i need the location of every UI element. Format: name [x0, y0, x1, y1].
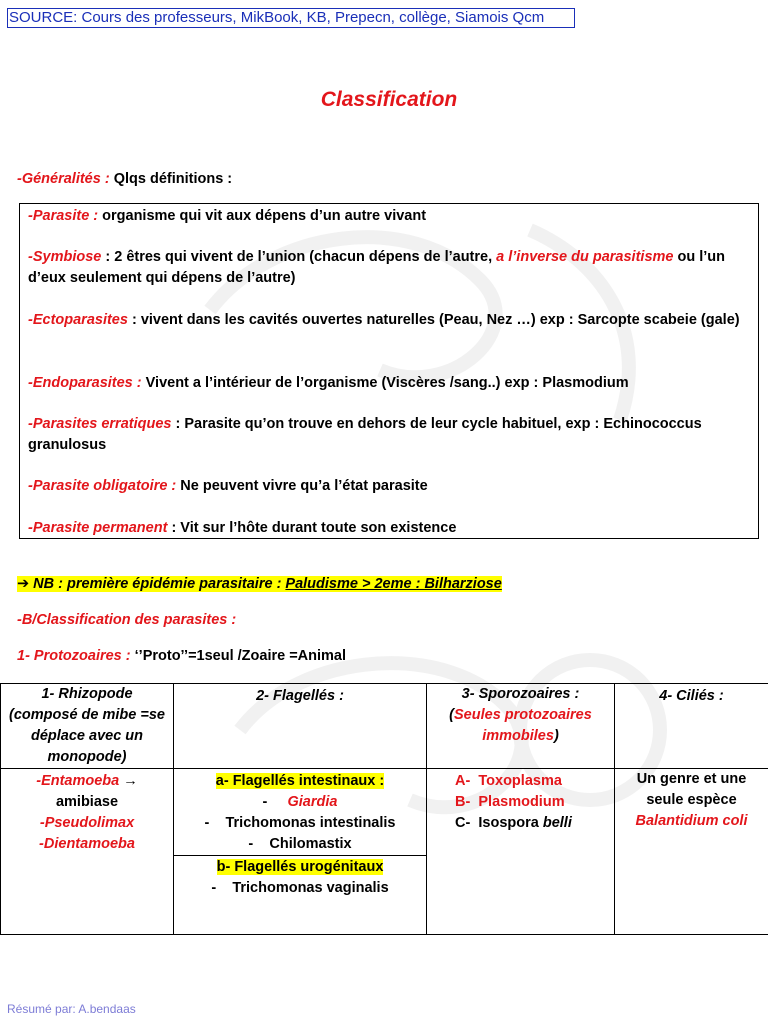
section-b-heading: -B/Classification des parasites :	[17, 612, 237, 628]
rhizopode-disease: amibiase	[55, 794, 119, 810]
cilies-text: Un genre et une seule espèce	[636, 771, 747, 808]
flagelle-name: Chilomastix	[269, 836, 352, 852]
definition-term: -Symbiose	[28, 249, 102, 265]
definition-symbiose	[28, 247, 752, 289]
cell-sporozoaires	[427, 769, 615, 935]
nb-underlined: Paludisme > 2eme : Bilharziose	[285, 576, 502, 592]
definition-permanent	[28, 518, 752, 539]
rhizopode-item: -Entamoeba	[36, 773, 120, 789]
definition-term: -Ectoparasites	[28, 312, 128, 328]
list-item: - Trichomonas vaginalis	[211, 880, 389, 896]
arrow-right-icon: →	[119, 773, 138, 789]
nb-highlight	[17, 576, 502, 592]
rhizopode-item: -Dientamoeba	[39, 836, 135, 852]
sporozoaire-name: Isospora	[478, 815, 543, 831]
definition-ectoparasites	[28, 310, 752, 331]
definition-highlight: a l’inverse du parasitisme	[496, 249, 674, 265]
generalites-label: -Généralités :	[17, 171, 110, 187]
sporozoaire-species: belli	[542, 815, 572, 831]
page-title: Classification	[320, 88, 458, 111]
source-link[interactable]: SOURCE: Cours des professeurs, MikBook, KB, Prepecn, collège, Siamois Qcm	[7, 8, 575, 28]
protozoaires-text: ‘’Proto’’=1seul /Zoaire =Animal	[130, 648, 347, 664]
cell-flagelles	[174, 769, 427, 935]
definition-endoparasites	[28, 373, 752, 394]
cilies-species: Balantidium coli	[635, 813, 748, 829]
flagelles-intestinaux-title: a- Flagellés intestinaux :	[215, 773, 385, 789]
cell-cilies	[615, 769, 768, 935]
generalites-heading	[17, 171, 232, 187]
definition-text: : 2 êtres qui vivent de l’union (chacun dépens de l’autre,	[101, 249, 497, 265]
flagelle-name: Trichomonas intestinalis	[225, 815, 396, 831]
list-label: A-	[455, 773, 471, 789]
header-text: 4- Ciliés :	[659, 688, 724, 704]
header-rhizopode	[1, 684, 174, 769]
definition-text: Vivent a l’intérieur de l’organisme (Viscères /sang..) exp : Plasmodium	[141, 375, 629, 391]
cell-rhizopode	[1, 769, 174, 935]
sporozoaire-name: Toxoplasma	[478, 773, 562, 789]
definition-term: -Endoparasites :	[28, 375, 142, 391]
header-note: Seules protozoaires immobiles	[454, 707, 592, 744]
header-sporozoaires: 3- Sporozoaires : (Seules protozoaires immobiles)	[427, 684, 615, 769]
definition-term: -Parasite :	[28, 208, 99, 224]
definition-term: -Parasites erratiques	[28, 416, 172, 432]
list-item: - Chilomastix	[248, 836, 352, 852]
definition-text: Ne peuvent vivre qu’a l’état parasite	[176, 478, 428, 494]
protozoaires-table	[0, 683, 768, 935]
generalites-text: Qlqs définitions :	[109, 171, 233, 187]
list-label: B-	[455, 794, 471, 810]
definition-obligatoire	[28, 476, 752, 497]
rhizopode-item: -Pseudolimax	[39, 815, 135, 831]
definition-term: -Parasite permanent	[28, 520, 168, 536]
arrow-icon: ➔	[17, 576, 30, 592]
definition-text: : Parasite qu’on trouve en dehors de leur cycle habituel, exp : Echinococcus granulosus	[28, 416, 702, 453]
header-text: 2- Flagellés :	[256, 688, 344, 704]
footer-credit: Résumé par: A.bendaas	[7, 1002, 136, 1016]
definition-erratiques	[28, 414, 752, 456]
definition-text: ou l’un d’eux seulement qui dépens de l’autre)	[28, 249, 726, 286]
header-flagelles	[174, 684, 427, 769]
definitions-box	[19, 203, 759, 539]
definition-text: organisme qui vit aux dépens d’un autre vivant	[98, 208, 427, 224]
definition-term: -Parasite obligatoire :	[28, 478, 177, 494]
header-text: 3- Sporozoaires :	[461, 686, 580, 702]
nb-prefix: NB : première épidémie parasitaire :	[29, 576, 286, 592]
header-text: 1- Rhizopode (composé de mibe =se déplace avec un monopode)	[9, 686, 165, 765]
header-cilies	[615, 684, 768, 769]
definition-text: : Vit sur l’hôte durant toute son existence	[167, 520, 457, 536]
flagelle-name: Trichomonas vaginalis	[232, 880, 389, 896]
nb-note	[17, 576, 502, 592]
protozoaires-heading	[17, 648, 346, 664]
definition-text: : vivent dans les cavités ouvertes naturelles (Peau, Nez …) exp : Sarcopte scabeie (gale)	[127, 312, 740, 328]
flagelle-name: Giardia	[287, 794, 338, 810]
list-item: - Giardia	[262, 794, 338, 810]
definition-parasite	[28, 206, 752, 227]
list-label: C-	[455, 815, 471, 831]
protozoaires-label: 1- Protozoaires :	[17, 648, 131, 664]
sporozoaire-name: Plasmodium	[478, 794, 565, 810]
flagelles-urogenitaux-title: b- Flagellés urogénitaux	[216, 859, 384, 875]
list-item: - Trichomonas intestinalis	[204, 815, 396, 831]
